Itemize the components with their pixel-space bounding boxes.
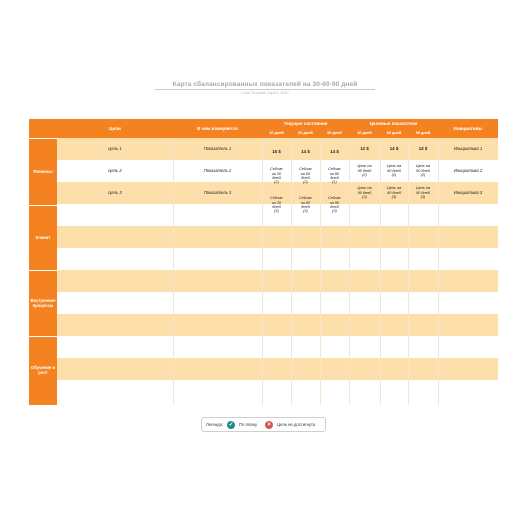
current-90-cell: Сейчас за 90 дней (3): [328, 196, 341, 214]
row-band: [57, 314, 498, 336]
header-initiatives: Инициативы: [438, 119, 498, 138]
status-legend: [201, 417, 326, 432]
current-60-cell: 14 $: [301, 149, 310, 155]
header-target: Целевые показатели: [349, 119, 438, 129]
target-90-cell: Цель на 90 дней (2): [415, 164, 431, 178]
current-30-cell: Сейчас за 30 дней (3): [270, 196, 283, 214]
target-90-cell: 13 $: [418, 146, 428, 152]
measure-cell: Показатель 1: [203, 145, 232, 151]
initiative-cell: Инициатива 2: [453, 167, 483, 173]
initiative-cell: Инициатива 1: [453, 145, 483, 151]
perspective-learning: Обучение и рост: [29, 337, 57, 405]
header-current-60: 60 дней: [291, 129, 320, 138]
measure-cell: Показатель 2: [203, 167, 232, 173]
measure-cell: Показатель 3: [203, 189, 232, 195]
row-band: [57, 336, 498, 358]
page-subtitle: Lucid Template | April 5, 2020: [241, 91, 289, 95]
header-target-60: 60 дней: [380, 129, 408, 138]
target-60-cell: 14 $: [389, 146, 399, 152]
legend-label: Легенда:: [206, 422, 224, 427]
goal-cell: Цель 3: [108, 189, 122, 195]
row-band: [57, 226, 498, 248]
legend-on-plan: По плану: [239, 422, 258, 427]
header-measured: В чем измеряется: [173, 119, 262, 138]
check-icon: ✓: [228, 422, 234, 428]
header-current-30: 30 дней: [262, 129, 291, 138]
perspective-client: Клиент: [29, 206, 57, 270]
row-band: [57, 358, 498, 380]
target-30-cell: Цель на 90 дней (2): [357, 164, 372, 178]
current-60-cell: Сейчас за 60 дней (2): [299, 167, 312, 185]
perspective-internal: Внутренние процессы: [29, 271, 57, 336]
header-current-state: Текущее состояние: [262, 119, 349, 129]
row-band: [57, 270, 498, 292]
goal-cell: Цель 1: [108, 145, 122, 151]
close-icon: ×: [265, 421, 273, 429]
current-90-cell: 14 $: [330, 149, 339, 155]
header-current-90: 90 дней: [320, 129, 349, 138]
current-30-cell: Сейчас за 30 дней (2): [270, 167, 283, 185]
balanced-scorecard-table: [29, 119, 498, 405]
title-divider: [155, 89, 375, 90]
row-band: [57, 292, 498, 314]
header-goals: Цели: [57, 119, 173, 138]
initiative-cell: Инициатива 3: [453, 189, 483, 195]
header-target-30: 30 дней: [349, 129, 380, 138]
page-title: Карта сбалансированных показателей на 30-60-90 дней: [172, 81, 358, 88]
target-60-cell: Цель на 60 дней (3): [386, 186, 402, 200]
goal-cell: Цель 2: [108, 167, 122, 173]
current-90-cell: Сейчас за 90 дней (1): [328, 167, 341, 185]
target-90-cell: Цель на 90 дней (3): [415, 186, 431, 200]
perspective-finance: Финансы: [29, 139, 57, 205]
header-corner: [29, 119, 57, 138]
current-30-cell: 15 $: [272, 149, 281, 155]
target-60-cell: Цель на 60 дней (2): [386, 164, 402, 178]
row-band: [57, 380, 498, 405]
header-target-90: 90 дней: [408, 129, 438, 138]
current-60-cell: Сейчас за 60 дней (3): [299, 196, 312, 214]
target-30-cell: Цель на 90 дней (3): [357, 186, 372, 200]
legend-not-reached: Цель не достигнута: [277, 422, 316, 427]
row-band: [57, 248, 498, 270]
target-30-cell: 12 $: [360, 146, 369, 152]
